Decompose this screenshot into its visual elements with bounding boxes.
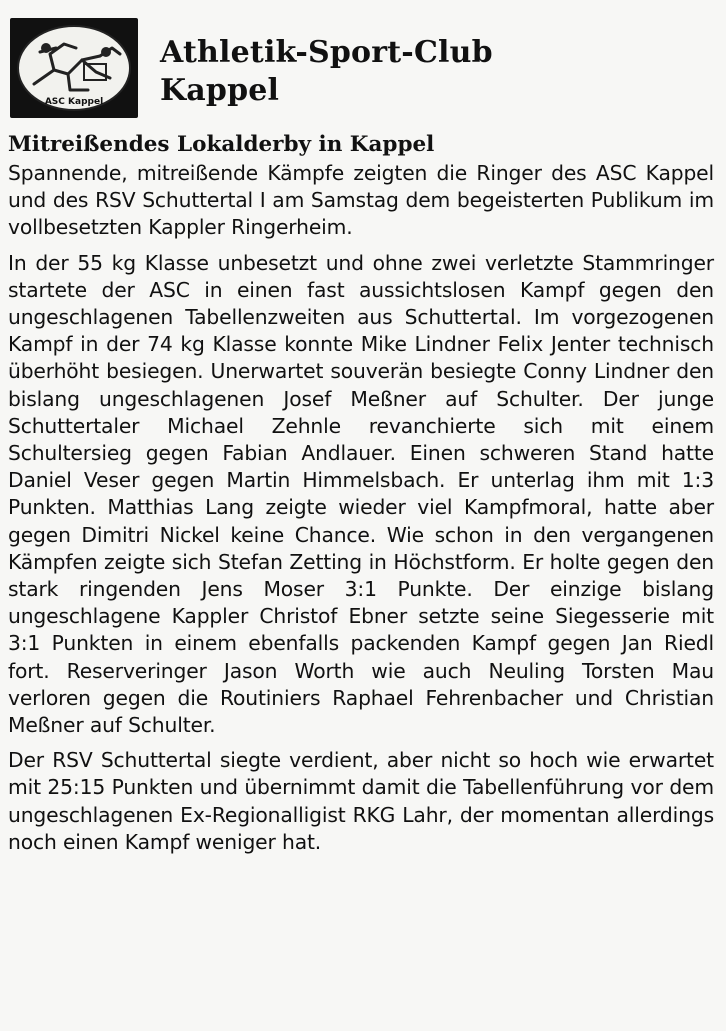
article-paragraph: Der RSV Schuttertal siegte verdient, aber nicht so hoch wie erwartet mit 25:15 Punkten und übernimmt damit die Tabellenführung vor dem ungeschlagenen Ex-Regionalligist RKG Lahr, der momentan allerdings noch einen Kampf weniger hat. [8, 748, 714, 854]
article [8, 130, 714, 864]
club-name [160, 34, 493, 110]
club-name-line1: Athletik-Sport-Club [160, 35, 493, 70]
club-logo [10, 18, 138, 118]
logo-caption: ASC Kappel [44, 97, 104, 107]
article-paragraph: In der 55 kg Klasse unbesetzt und ohne zwei verletzte Stammringer startete der ASC in einen fast aussichtslosen Kampf gegen den ungeschlagenen Tabellenzweiten aus Schuttertal. Im vorgezogenen Kampf in der 74 kg Klasse konnte Mike Lindner Felix Jenter technisch überhöht besiegen. Unerwartet souverän besiegte Conny Lindner den bislang ungeschlagenen Josef Meßner auf Schulter. Der junge Schuttertaler Michael Zehnle revanchierte sich mit einem Schultersieg gegen Fabian Andlauer. Einen schweren Stand hatte Daniel Veser gegen Martin Himmelsbach. Er unterlag ihm mit 1:3 Punkten. Matthias Lang zeigte wieder viel Kampfmoral, hatte aber gegen Dimitri Nickel keine Chance. Wie schon in den vergangenen Kämpfen zeigte sich Stefan Zetting in Höchstform. Er holte gegen den stark ringenden Jens Moser 3:1 Punkte. Der einzige bislang ungeschlagene Kappler Christof Ebner setzte seine Siegesserie mit 3:1 Punkten in einem ebenfalls packenden Kampf gegen Jan Riedl fort. Reserveringer Jason Worth wie auch Neuling Torsten Mau verloren gegen die Routiniers Raphael Fehrenbacher und Christian Meßner auf Schulter. [8, 250, 714, 738]
article-headline: Mitreißendes Lokalderby in Kappel [8, 132, 435, 157]
article-paragraph: Spannende, mitreißende Kämpfe zeigten die Ringer des ASC Kappel und des RSV Schuttertal I am Samstag dem begeisterten Publikum im vollbesetzten Kappler Ringerheim. [8, 161, 714, 240]
wrestlers-logo-icon [10, 18, 138, 118]
club-name-line2: Kappel [160, 73, 280, 108]
